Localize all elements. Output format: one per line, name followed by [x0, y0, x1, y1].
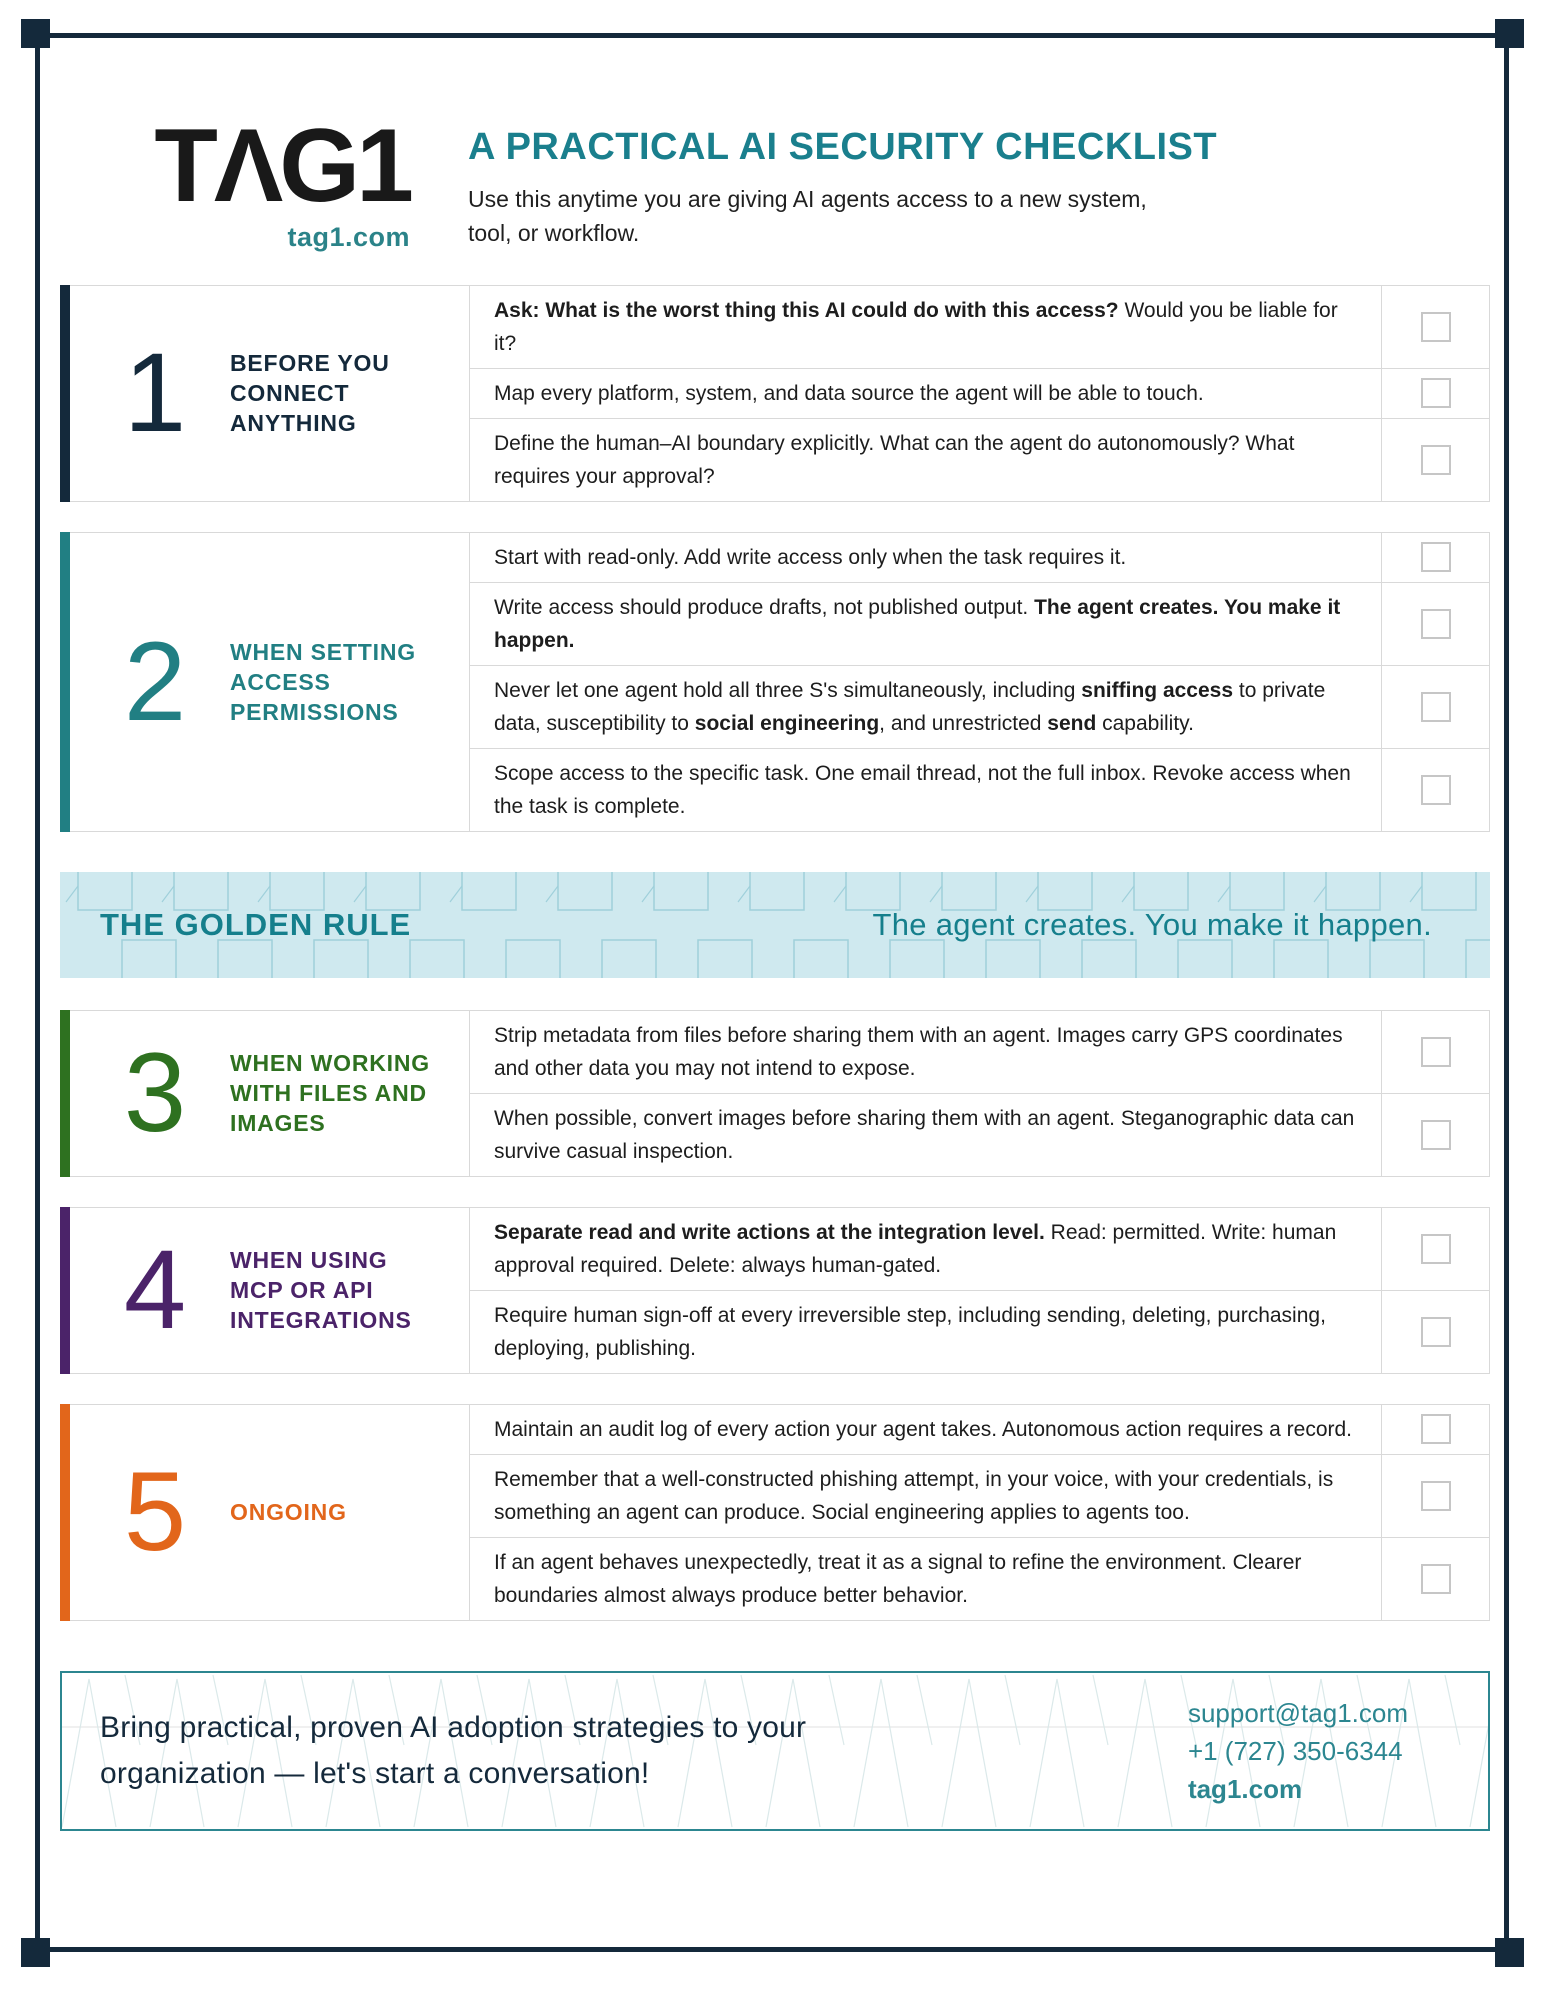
section-number: 4 [123, 1227, 187, 1353]
section-heading: WHEN WORKING WITH FILES AND IMAGES [230, 1050, 430, 1137]
golden-rule-label: THE GOLDEN RULE [100, 906, 412, 942]
checkbox[interactable] [1421, 312, 1451, 342]
checkbox-cell [1381, 1291, 1489, 1373]
checklist-item-text: Write access should produce drafts, not published output. The agent creates. You make it happen. [494, 595, 1341, 652]
checkbox-cell [1381, 369, 1489, 418]
sections-before-rule [60, 285, 1490, 832]
checkbox-cell [1381, 1538, 1489, 1620]
section-label [70, 286, 470, 501]
section-color-bar [60, 285, 70, 502]
checklist-item [470, 582, 1489, 665]
checkbox-cell [1381, 583, 1489, 665]
checklist-item-text: Ask: What is the worst thing this AI could do with this access? Would you be liable for it? [494, 298, 1338, 355]
checklist-item-text: Never let one agent hold all three S's simultaneously, including sniffing access to private data, susceptibility to social engineering, and unrestricted send capability. [494, 678, 1326, 735]
checklist-item [470, 368, 1489, 418]
footer-cta [60, 1671, 1490, 1831]
section-label [70, 1208, 470, 1373]
checklist-item-text: If an agent behaves unexpectedly, treat it as a signal to refine the environment. Clearer boundaries almost always produce better behavior. [494, 1550, 1302, 1607]
checkbox[interactable] [1421, 775, 1451, 805]
footer-email[interactable]: support@tag1.com [1187, 1697, 1408, 1728]
page-subtitle: Use this anytime you are giving AI agents access to a new system, tool, or workflow. [468, 185, 1147, 246]
checkbox[interactable] [1421, 1564, 1451, 1594]
footer-contact [1188, 1694, 1408, 1808]
checkbox-cell [1381, 286, 1489, 368]
checklist-item-text: Define the human–AI boundary explicitly. What can the agent do autonomously? What requires your approval? [494, 431, 1295, 488]
logo-domain-text[interactable]: tag1.com [287, 221, 410, 252]
checkbox-cell [1381, 749, 1489, 831]
checkbox-cell [1381, 533, 1489, 582]
section-body [70, 532, 1490, 832]
section-number: 1 [123, 330, 187, 456]
section-body [70, 1010, 1490, 1177]
golden-rule-banner [60, 872, 1490, 978]
checkbox-cell [1381, 1094, 1489, 1176]
checklist-item [470, 418, 1489, 501]
section-heading: BEFORE YOU CONNECT ANYTHING [230, 350, 390, 437]
checkbox[interactable] [1421, 1481, 1451, 1511]
checklist-item [470, 748, 1489, 831]
section-label [70, 1011, 470, 1176]
section-body [70, 1404, 1490, 1621]
checkbox[interactable] [1421, 1234, 1451, 1264]
section-number: 5 [123, 1449, 187, 1575]
checkbox-cell [1381, 1011, 1489, 1093]
section-rows [470, 1011, 1489, 1176]
checklist-item [470, 1208, 1489, 1290]
checklist-item [470, 286, 1489, 368]
checklist-item [470, 533, 1489, 582]
checkbox[interactable] [1421, 1317, 1451, 1347]
tag1-logo [74, 108, 410, 253]
section-color-bar [60, 1404, 70, 1621]
checkbox-cell [1381, 419, 1489, 501]
golden-rule-text: The agent creates. You make it happen. [872, 906, 1432, 942]
section-heading: ONGOING [230, 1499, 347, 1526]
checklist-item-text: Strip metadata from files before sharing them with an agent. Images carry GPS coordinates and other data you may not intend to expose. [494, 1023, 1343, 1080]
checklist-item-text: Start with read-only. Add write access only when the task requires it. [494, 545, 1127, 569]
section-heading: WHEN SETTING ACCESS PERMISSIONS [230, 638, 416, 725]
checklist-item [470, 1405, 1489, 1454]
section-1 [60, 285, 1490, 502]
section-5 [60, 1404, 1490, 1621]
checklist-item-text: Scope access to the specific task. One email thread, not the full inbox. Revoke access when the task is complete. [494, 761, 1351, 818]
section-rows [470, 533, 1489, 831]
checklist-item [470, 1093, 1489, 1176]
section-4 [60, 1207, 1490, 1374]
checklist-item [470, 665, 1489, 748]
checkbox-cell [1381, 666, 1489, 748]
section-color-bar [60, 1010, 70, 1177]
tag1-logo-text: TΛG1 [154, 108, 410, 224]
section-body [70, 1207, 1490, 1374]
checklist-item-text: Remember that a well-constructed phishing attempt, in your voice, with your credentials, is something an agent can produce. Social engineering applies to agents too. [494, 1467, 1334, 1524]
section-color-bar [60, 532, 70, 832]
section-color-bar [60, 1207, 70, 1374]
sections-after-rule [60, 1010, 1490, 1621]
header [74, 108, 1490, 253]
checkbox[interactable] [1421, 692, 1451, 722]
checklist-item-text: Separate read and write actions at the integration level. Read: permitted. Write: human approval required. Delete: always human-gated. [494, 1220, 1337, 1277]
checkbox[interactable] [1421, 609, 1451, 639]
section-label [70, 1405, 470, 1620]
checklist-item [470, 1537, 1489, 1620]
frame-corner-bottom-right [1495, 1938, 1524, 1967]
checklist-item-text: Maintain an audit log of every action your agent takes. Autonomous action requires a record. [494, 1417, 1353, 1441]
checklist-item [470, 1290, 1489, 1373]
checkbox[interactable] [1421, 1037, 1451, 1067]
checkbox[interactable] [1421, 445, 1451, 475]
section-3 [60, 1010, 1490, 1177]
checkbox[interactable] [1421, 378, 1451, 408]
checkbox[interactable] [1421, 542, 1451, 572]
checklist-item-text: When possible, convert images before sharing them with an agent. Steganographic data can survive casual inspection. [494, 1106, 1355, 1163]
frame-corner-top-left [21, 19, 50, 48]
section-number: 3 [123, 1030, 187, 1156]
checklist-item-text: Require human sign-off at every irreversible step, including sending, deleting, purchasing, deploying, publishing. [494, 1303, 1326, 1360]
checkbox-cell [1381, 1208, 1489, 1290]
section-number: 2 [123, 618, 187, 744]
checklist-item [470, 1454, 1489, 1537]
section-2 [60, 532, 1490, 832]
section-rows [470, 1208, 1489, 1373]
footer-message: Bring practical, proven AI adoption strategies to your organization — let's start a conversation! [100, 1710, 807, 1790]
section-label [70, 533, 470, 831]
section-heading: WHEN USING MCP OR API INTEGRATIONS [230, 1247, 412, 1334]
checkbox-cell [1381, 1455, 1489, 1537]
page-content [60, 0, 1490, 1831]
section-body [70, 285, 1490, 502]
checkbox[interactable] [1421, 1120, 1451, 1150]
section-rows [470, 286, 1489, 501]
checkbox-cell [1381, 1405, 1489, 1454]
footer-site[interactable]: tag1.com [1187, 1773, 1303, 1804]
checklist-item [470, 1011, 1489, 1093]
checkbox[interactable] [1421, 1414, 1451, 1444]
frame-corner-top-right [1495, 19, 1524, 48]
footer-phone[interactable]: +1 (727) 350-6344 [1187, 1735, 1403, 1766]
page-title: A PRACTICAL AI SECURITY CHECKLIST [468, 126, 1218, 168]
frame-corner-bottom-left [21, 1938, 50, 1967]
header-text [468, 120, 1217, 253]
checklist-item-text: Map every platform, system, and data source the agent will be able to touch. [494, 381, 1204, 405]
section-rows [470, 1405, 1489, 1620]
